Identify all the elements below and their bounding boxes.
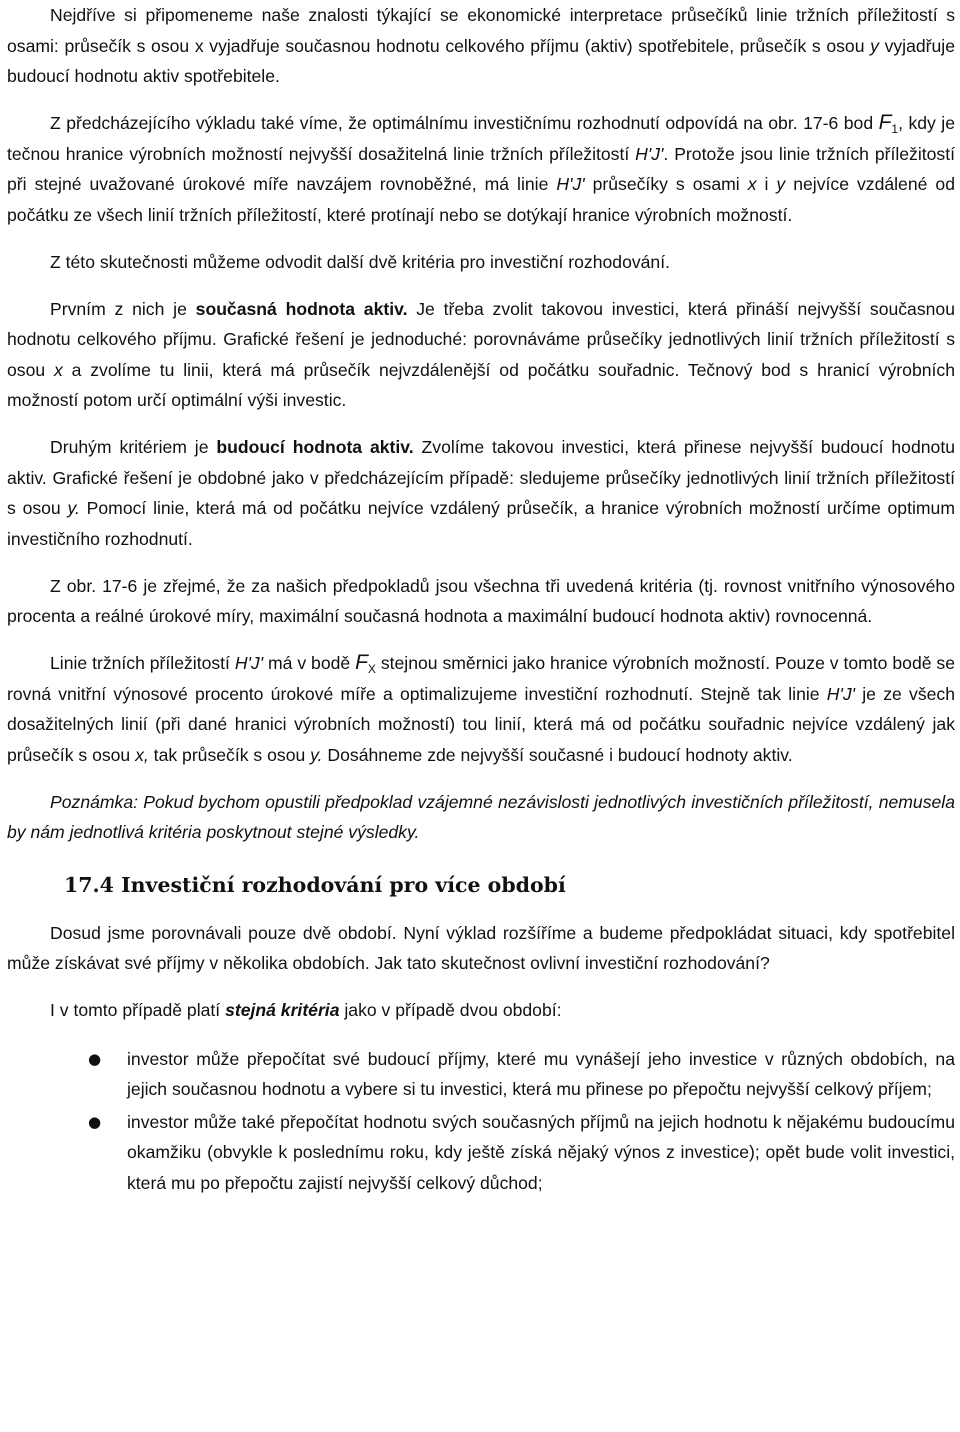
paragraph-note: Poznámka: Pokud bychom opustili předpoklad vzájemné nezávislosti jednotlivých investičních příležitostí, nemusela by nám jednotlivá kritéria poskytnout stejné výsledky. — [7, 791, 955, 842]
criteria-list — [7, 1044, 955, 1199]
paragraph-multiperiod: Dosud jsme porovnávali pouze dvě období. Nyní výklad rozšíříme a budeme předpokládat situaci, kdy spotřebitel může získávat své příjmy v několika obdobích. Jak tato skutečnost ovlivní investiční rozhodování? — [7, 922, 955, 973]
paragraph-optimal-point: Z předcházejícího výkladu také víme, že optimálnímu investičnímu rozhodnutí odpovídá na obr. 17-6 bod $F_1$, kdy je tečnou hranice výrobních možností nejvyšší dosažitelná linie tržních příležitostí H'J'. Protože jsou linie tržních příležitostí při stejné uvažované úrokové míře navzájem rovnoběžné, má linie H'J' průsečíky s osami x i y nejvíce vzdálené od počátku ze všech linií tržních příležitostí, které protínají nebo se dotýkají hranice výrobních možností. — [7, 111, 955, 225]
paragraph-future-value: Druhým kritériem je budoucí hodnota aktiv. Zvolíme takovou investici, která přinese nejvyšší budoucí hodnotu aktiv. Grafické řešení je obdobné jako v předcházejícím případě: sledujeme průsečíky jednotlivých linií tržních příležitostí s osou y. Pomocí linie, která má od počátku nejvíce vzdálený průsečík, a hranice výrobních možností určíme optimum investičního rozhodnutí. — [7, 437, 955, 549]
bullet-icon: ● — [88, 1049, 102, 1068]
paragraph-equivalence: Z obr. 17-6 je zřejmé, že za našich předpokladů jsou všechna tři uvedená kritéria (tj. rovnost vnitřního výnosového procenta a reálné úrokové míry, maximální současná hodnota a maximální budoucí hodnota aktiv) rovnocenná. — [7, 575, 955, 626]
bullet-icon: ● — [88, 1112, 102, 1131]
paragraph-same-criteria: I v tomto případě platí stejná kritéria jako v případě dvou období: — [50, 1000, 562, 1020]
paragraph-present-value: Prvním z nich je současná hodnota aktiv. Je třeba zvolit takovou investici, která přináší nejvyšší současnou hodnotu celkového příjmu. Grafické řešení je jednoduché: porovnáváme průsečíky jednotlivých linií tržních příležitostí s osou x a zvolíme tu linii, která má průsečík nejvzdálenější od počátku souřadnic. Tečnový bod s hranicí výrobních možností potom určí optimální výši investic. — [7, 298, 955, 410]
paragraph-intro: Nejdříve si připomeneme naše znalosti týkající se ekonomické interpretace průsečíků linie tržních příležitostí s osami: průsečík s osou x vyjadřuje současnou hodnotu celkového příjmu (aktiv) spotřebitele, průsečík s osou y vyjadřuje budoucí hodnotu aktiv spotřebitele. — [7, 5, 955, 86]
document-page — [7, 0, 955, 1198]
section-heading: 17.4 Investiční rozhodování pro více období — [64, 872, 566, 897]
paragraph-criteria-intro: Z této skutečnosti můžeme odvodit další dvě kritéria pro investiční rozhodování. — [50, 251, 670, 272]
list-item: ● investor může také přepočítat hodnotu svých současných příjmů na jejich hodnotu k nějakému budoucímu okamžiku (obvykle k poslednímu roku, kdy ještě získá nějaký výnos z investice); opět bude volit investici, která mu po přepočtu zajistí nejvyšší celkový důchod; — [7, 1107, 955, 1199]
list-item: ● investor může přepočítat své budoucí příjmy, které mu vynášejí jeho investice v různých obdobích, na jejich současnou hodnotu a vybere si tu investici, která mu přinese po přepočtu nejvyšší celkový příjem; — [7, 1044, 955, 1105]
paragraph-tangent: Linie tržních příležitostí H'J' má v bodě $F_X$ stejnou směrnici jako hranice výrobních možností. Pouze v tomto bodě se rovná vnitřní výnosové procento úrokové míře a optimalizujeme investiční rozhodnutí. Stejně tak linie H'J' je ze všech dosažitelných linií (při dané hranici výrobních možností) tou linií, která má od počátku souřadnic nejvíce vzdálený jak průsečík s osou x, tak průsečík s osou y. Dosáhneme zde nejvyšší současné i budoucí hodnoty aktiv. — [7, 651, 955, 765]
